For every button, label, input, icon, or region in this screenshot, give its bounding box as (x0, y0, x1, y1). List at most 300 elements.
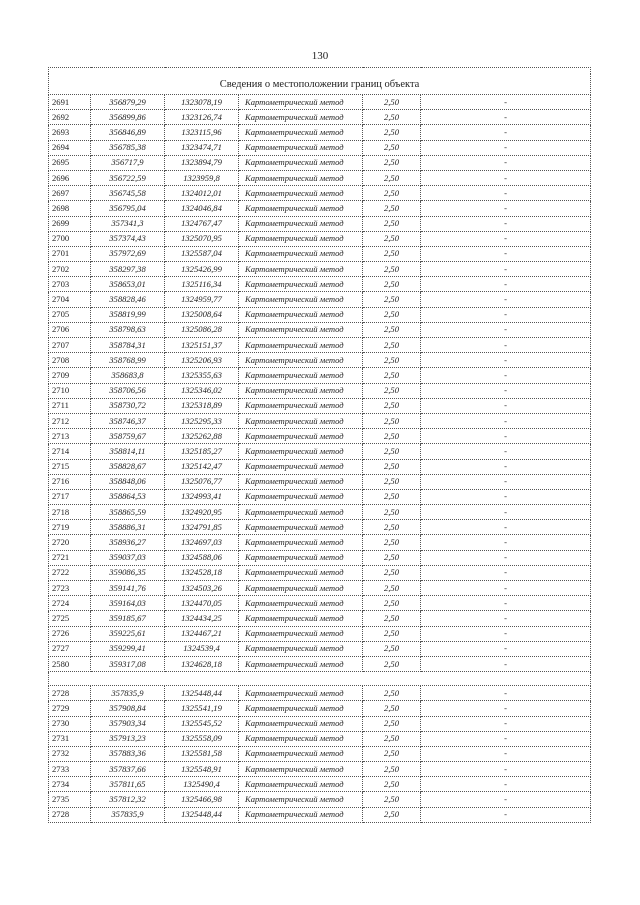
description-cell: - (421, 353, 591, 368)
y-coordinate-cell: 1323078,19 (165, 95, 239, 110)
method-cell: Картометрический метод (239, 170, 363, 185)
accuracy-cell: 2,50 (363, 398, 421, 413)
method-cell: Картометрический метод (239, 489, 363, 504)
table-title: Сведения о местоположении границ объекта (49, 74, 591, 95)
table-row (49, 611, 591, 626)
description-cell: - (421, 277, 591, 292)
y-coordinate-cell: 1324503,26 (165, 581, 239, 596)
point-number-cell: 2714 (49, 444, 91, 459)
accuracy-cell: 2,50 (363, 353, 421, 368)
description-cell: - (421, 716, 591, 731)
x-coordinate-cell: 356722,59 (91, 170, 165, 185)
y-coordinate-cell: 1325448,44 (165, 686, 239, 701)
table-row (49, 277, 591, 292)
table-row (49, 429, 591, 444)
y-coordinate-cell: 1325116,34 (165, 277, 239, 292)
description-cell: - (421, 110, 591, 125)
accuracy-cell: 2,50 (363, 262, 421, 277)
table-row (49, 686, 591, 701)
point-number-cell: 2728 (49, 686, 91, 701)
boundary-coordinates-table (48, 67, 591, 823)
point-number-cell: 2731 (49, 731, 91, 746)
y-coordinate-cell: 1325466,98 (165, 792, 239, 807)
point-number-cell: 2700 (49, 231, 91, 246)
method-cell: Картометрический метод (239, 383, 363, 398)
x-coordinate-cell: 357913,23 (91, 731, 165, 746)
x-coordinate-cell: 357341,3 (91, 216, 165, 231)
y-coordinate-cell: 1325541,19 (165, 701, 239, 716)
method-cell: Картометрический метод (239, 368, 363, 383)
x-coordinate-cell: 358706,56 (91, 383, 165, 398)
description-cell: - (421, 792, 591, 807)
y-coordinate-cell: 1325295,33 (165, 413, 239, 428)
point-number-cell: 2732 (49, 746, 91, 761)
x-coordinate-cell: 359225,61 (91, 626, 165, 641)
description-cell: - (421, 731, 591, 746)
point-number-cell: 2706 (49, 322, 91, 337)
table-row (49, 95, 591, 110)
y-coordinate-cell: 1324528,18 (165, 565, 239, 580)
accuracy-cell: 2,50 (363, 186, 421, 201)
description-cell: - (421, 429, 591, 444)
x-coordinate-cell: 358730,72 (91, 398, 165, 413)
block-separator-cell (49, 672, 591, 686)
y-coordinate-cell: 1323126,74 (165, 110, 239, 125)
y-coordinate-cell: 1324767,47 (165, 216, 239, 231)
accuracy-cell: 2,50 (363, 641, 421, 656)
point-number-cell: 2692 (49, 110, 91, 125)
method-cell: Картометрический метод (239, 398, 363, 413)
table-row (49, 170, 591, 185)
method-cell: Картометрический метод (239, 444, 363, 459)
x-coordinate-cell: 356785,38 (91, 140, 165, 155)
y-coordinate-cell: 1324920,95 (165, 505, 239, 520)
x-coordinate-cell: 357883,36 (91, 746, 165, 761)
y-coordinate-cell: 1325355,63 (165, 368, 239, 383)
description-cell: - (421, 262, 591, 277)
description-cell: - (421, 641, 591, 656)
description-cell: - (421, 140, 591, 155)
table-row (49, 596, 591, 611)
method-cell: Картометрический метод (239, 550, 363, 565)
y-coordinate-cell: 1325318,89 (165, 398, 239, 413)
x-coordinate-cell: 359141,76 (91, 581, 165, 596)
point-number-cell: 2708 (49, 353, 91, 368)
x-coordinate-cell: 357837,66 (91, 762, 165, 777)
description-cell: - (421, 550, 591, 565)
x-coordinate-cell: 358768,99 (91, 353, 165, 368)
method-cell: Картометрический метод (239, 746, 363, 761)
y-coordinate-cell: 1325545,52 (165, 716, 239, 731)
point-number-cell: 2735 (49, 792, 91, 807)
table-row (49, 413, 591, 428)
method-cell: Картометрический метод (239, 186, 363, 201)
table-row (49, 701, 591, 716)
method-cell: Картометрический метод (239, 307, 363, 322)
method-cell: Картометрический метод (239, 762, 363, 777)
accuracy-cell: 2,50 (363, 520, 421, 535)
table-row (49, 201, 591, 216)
y-coordinate-cell: 1325548,91 (165, 762, 239, 777)
x-coordinate-cell: 359086,35 (91, 565, 165, 580)
point-number-cell: 2717 (49, 489, 91, 504)
accuracy-cell: 2,50 (363, 307, 421, 322)
method-cell: Картометрический метод (239, 353, 363, 368)
x-coordinate-cell: 359299,41 (91, 641, 165, 656)
description-cell: - (421, 231, 591, 246)
header-row (49, 74, 591, 95)
y-coordinate-cell: 1323115,96 (165, 125, 239, 140)
accuracy-cell: 2,50 (363, 95, 421, 110)
table-row (49, 292, 591, 307)
accuracy-cell: 2,50 (363, 170, 421, 185)
accuracy-cell: 2,50 (363, 762, 421, 777)
y-coordinate-cell: 1324959,77 (165, 292, 239, 307)
description-cell: - (421, 368, 591, 383)
method-cell: Картометрический метод (239, 641, 363, 656)
accuracy-cell: 2,50 (363, 535, 421, 550)
accuracy-cell: 2,50 (363, 656, 421, 671)
method-cell: Картометрический метод (239, 581, 363, 596)
table-row (49, 338, 591, 353)
accuracy-cell: 2,50 (363, 746, 421, 761)
accuracy-cell: 2,50 (363, 716, 421, 731)
point-number-cell: 2704 (49, 292, 91, 307)
description-cell: - (421, 777, 591, 792)
x-coordinate-cell: 356795,04 (91, 201, 165, 216)
method-cell: Картометрический метод (239, 216, 363, 231)
method-cell: Картометрический метод (239, 429, 363, 444)
table-row (49, 505, 591, 520)
description-cell: - (421, 596, 591, 611)
table-row (49, 535, 591, 550)
x-coordinate-cell: 356879,29 (91, 95, 165, 110)
method-cell: Картометрический метод (239, 125, 363, 140)
accuracy-cell: 2,50 (363, 777, 421, 792)
table-row (49, 581, 591, 596)
y-coordinate-cell: 1325262,88 (165, 429, 239, 444)
y-coordinate-cell: 1324467,21 (165, 626, 239, 641)
accuracy-cell: 2,50 (363, 201, 421, 216)
y-coordinate-cell: 1323894,79 (165, 155, 239, 170)
point-number-cell: 2720 (49, 535, 91, 550)
method-cell: Картометрический метод (239, 611, 363, 626)
point-number-cell: 2729 (49, 701, 91, 716)
table-row (49, 626, 591, 641)
accuracy-cell: 2,50 (363, 550, 421, 565)
description-cell: - (421, 565, 591, 580)
y-coordinate-cell: 1325151,37 (165, 338, 239, 353)
x-coordinate-cell: 357835,9 (91, 807, 165, 822)
y-coordinate-cell: 1325581,58 (165, 746, 239, 761)
x-coordinate-cell: 356717,9 (91, 155, 165, 170)
method-cell: Картометрический метод (239, 338, 363, 353)
y-coordinate-cell: 1325070,95 (165, 231, 239, 246)
table-row (49, 140, 591, 155)
description-cell: - (421, 505, 591, 520)
point-number-cell: 2580 (49, 656, 91, 671)
accuracy-cell: 2,50 (363, 383, 421, 398)
table-row (49, 474, 591, 489)
table-row (49, 656, 591, 671)
description-cell: - (421, 686, 591, 701)
point-number-cell: 2698 (49, 201, 91, 216)
point-number-cell: 2725 (49, 611, 91, 626)
y-coordinate-cell: 1325076,77 (165, 474, 239, 489)
point-number-cell: 2694 (49, 140, 91, 155)
description-cell: - (421, 520, 591, 535)
y-coordinate-cell: 1325587,04 (165, 246, 239, 261)
y-coordinate-cell: 1325346,02 (165, 383, 239, 398)
accuracy-cell: 2,50 (363, 110, 421, 125)
accuracy-cell: 2,50 (363, 429, 421, 444)
table-row (49, 746, 591, 761)
table-row (49, 262, 591, 277)
y-coordinate-cell: 1325206,93 (165, 353, 239, 368)
x-coordinate-cell: 358865,59 (91, 505, 165, 520)
point-number-cell: 2721 (49, 550, 91, 565)
point-number-cell: 2727 (49, 641, 91, 656)
description-cell: - (421, 489, 591, 504)
method-cell: Картометрический метод (239, 95, 363, 110)
method-cell: Картометрический метод (239, 277, 363, 292)
point-number-cell: 2699 (49, 216, 91, 231)
description-cell: - (421, 186, 591, 201)
point-number-cell: 2703 (49, 277, 91, 292)
table-row (49, 398, 591, 413)
description-cell: - (421, 535, 591, 550)
method-cell: Картометрический метод (239, 701, 363, 716)
method-cell: Картометрический метод (239, 231, 363, 246)
table-row (49, 731, 591, 746)
table-row (49, 125, 591, 140)
table-row (49, 550, 591, 565)
x-coordinate-cell: 358683,8 (91, 368, 165, 383)
x-coordinate-cell: 357972,69 (91, 246, 165, 261)
page-number: 130 (311, 50, 329, 62)
accuracy-cell: 2,50 (363, 444, 421, 459)
x-coordinate-cell: 357908,84 (91, 701, 165, 716)
x-coordinate-cell: 358828,67 (91, 459, 165, 474)
table-row (49, 110, 591, 125)
table-row (49, 383, 591, 398)
point-number-cell: 2715 (49, 459, 91, 474)
y-coordinate-cell: 1325558,09 (165, 731, 239, 746)
y-coordinate-cell: 1324791,85 (165, 520, 239, 535)
method-cell: Картометрический метод (239, 686, 363, 701)
point-number-cell: 2693 (49, 125, 91, 140)
table-row (49, 716, 591, 731)
point-number-cell: 2716 (49, 474, 91, 489)
x-coordinate-cell: 358864,53 (91, 489, 165, 504)
point-number-cell: 2722 (49, 565, 91, 580)
table-row (49, 368, 591, 383)
x-coordinate-cell: 357812,32 (91, 792, 165, 807)
x-coordinate-cell: 356745,58 (91, 186, 165, 201)
point-number-cell: 2734 (49, 777, 91, 792)
accuracy-cell: 2,50 (363, 611, 421, 626)
table-row (49, 155, 591, 170)
description-cell: - (421, 459, 591, 474)
method-cell: Картометрический метод (239, 292, 363, 307)
method-cell: Картометрический метод (239, 792, 363, 807)
x-coordinate-cell: 357811,65 (91, 777, 165, 792)
method-cell: Картометрический метод (239, 777, 363, 792)
accuracy-cell: 2,50 (363, 459, 421, 474)
description-cell: - (421, 611, 591, 626)
accuracy-cell: 2,50 (363, 701, 421, 716)
description-cell: - (421, 201, 591, 216)
x-coordinate-cell: 357835,9 (91, 686, 165, 701)
y-coordinate-cell: 1324046,84 (165, 201, 239, 216)
x-coordinate-cell: 358819,99 (91, 307, 165, 322)
y-coordinate-cell: 1324588,06 (165, 550, 239, 565)
point-number-cell: 2701 (49, 246, 91, 261)
method-cell: Картометрический метод (239, 505, 363, 520)
x-coordinate-cell: 359164,03 (91, 596, 165, 611)
point-number-cell: 2730 (49, 716, 91, 731)
y-coordinate-cell: 1325426,99 (165, 262, 239, 277)
x-coordinate-cell: 357903,34 (91, 716, 165, 731)
description-cell: - (421, 307, 591, 322)
description-cell: - (421, 581, 591, 596)
x-coordinate-cell: 358653,01 (91, 277, 165, 292)
point-number-cell: 2696 (49, 170, 91, 185)
description-cell: - (421, 322, 591, 337)
x-coordinate-cell: 358784,31 (91, 338, 165, 353)
method-cell: Картометрический метод (239, 322, 363, 337)
accuracy-cell: 2,50 (363, 731, 421, 746)
point-number-cell: 2702 (49, 262, 91, 277)
table-row (49, 216, 591, 231)
point-number-cell: 2697 (49, 186, 91, 201)
accuracy-cell: 2,50 (363, 807, 421, 822)
description-cell: - (421, 701, 591, 716)
accuracy-cell: 2,50 (363, 277, 421, 292)
description-cell: - (421, 246, 591, 261)
x-coordinate-cell: 356899,86 (91, 110, 165, 125)
method-cell: Картометрический метод (239, 413, 363, 428)
method-cell: Картометрический метод (239, 596, 363, 611)
y-coordinate-cell: 1324470,05 (165, 596, 239, 611)
point-number-cell: 2709 (49, 368, 91, 383)
method-cell: Картометрический метод (239, 565, 363, 580)
accuracy-cell: 2,50 (363, 155, 421, 170)
point-number-cell: 2726 (49, 626, 91, 641)
accuracy-cell: 2,50 (363, 125, 421, 140)
x-coordinate-cell: 358746,37 (91, 413, 165, 428)
accuracy-cell: 2,50 (363, 216, 421, 231)
y-coordinate-cell: 1324697,03 (165, 535, 239, 550)
y-coordinate-cell: 1324993,41 (165, 489, 239, 504)
y-coordinate-cell: 1324434,25 (165, 611, 239, 626)
x-coordinate-cell: 358886,31 (91, 520, 165, 535)
x-coordinate-cell: 357374,43 (91, 231, 165, 246)
point-number-cell: 2728 (49, 807, 91, 822)
point-number-cell: 2710 (49, 383, 91, 398)
accuracy-cell: 2,50 (363, 489, 421, 504)
method-cell: Картометрический метод (239, 140, 363, 155)
method-cell: Картометрический метод (239, 474, 363, 489)
x-coordinate-cell: 358297,38 (91, 262, 165, 277)
table-row (49, 520, 591, 535)
description-cell: - (421, 398, 591, 413)
y-coordinate-cell: 1325142,47 (165, 459, 239, 474)
description-cell: - (421, 807, 591, 822)
method-cell: Картометрический метод (239, 535, 363, 550)
description-cell: - (421, 413, 591, 428)
accuracy-cell: 2,50 (363, 596, 421, 611)
method-cell: Картометрический метод (239, 155, 363, 170)
description-cell: - (421, 626, 591, 641)
x-coordinate-cell: 358798,63 (91, 322, 165, 337)
x-coordinate-cell: 358848,06 (91, 474, 165, 489)
table-row (49, 307, 591, 322)
x-coordinate-cell: 359037,03 (91, 550, 165, 565)
y-coordinate-cell: 1325448,44 (165, 807, 239, 822)
table-row (49, 489, 591, 504)
table-row (49, 807, 591, 822)
description-cell: - (421, 155, 591, 170)
point-number-cell: 2723 (49, 581, 91, 596)
x-coordinate-cell: 358814,11 (91, 444, 165, 459)
table-row (49, 762, 591, 777)
method-cell: Картометрический метод (239, 459, 363, 474)
method-cell: Картометрический метод (239, 520, 363, 535)
accuracy-cell: 2,50 (363, 565, 421, 580)
y-coordinate-cell: 1324539,4 (165, 641, 239, 656)
table-row (49, 459, 591, 474)
point-number-cell: 2711 (49, 398, 91, 413)
y-coordinate-cell: 1323959,8 (165, 170, 239, 185)
description-cell: - (421, 444, 591, 459)
accuracy-cell: 2,50 (363, 338, 421, 353)
x-coordinate-cell: 358936,27 (91, 535, 165, 550)
point-number-cell: 2691 (49, 95, 91, 110)
accuracy-cell: 2,50 (363, 140, 421, 155)
x-coordinate-cell: 358828,46 (91, 292, 165, 307)
description-cell: - (421, 474, 591, 489)
point-number-cell: 2724 (49, 596, 91, 611)
y-coordinate-cell: 1325086,28 (165, 322, 239, 337)
table-row (49, 777, 591, 792)
point-number-cell: 2718 (49, 505, 91, 520)
table-row (49, 792, 591, 807)
description-cell: - (421, 292, 591, 307)
accuracy-cell: 2,50 (363, 792, 421, 807)
accuracy-cell: 2,50 (363, 626, 421, 641)
accuracy-cell: 2,50 (363, 474, 421, 489)
y-coordinate-cell: 1324012,01 (165, 186, 239, 201)
description-cell: - (421, 216, 591, 231)
method-cell: Картометрический метод (239, 656, 363, 671)
method-cell: Картометрический метод (239, 246, 363, 261)
accuracy-cell: 2,50 (363, 246, 421, 261)
point-number-cell: 2712 (49, 413, 91, 428)
y-coordinate-cell: 1323474,71 (165, 140, 239, 155)
x-coordinate-cell: 359317,08 (91, 656, 165, 671)
table-row (49, 246, 591, 261)
accuracy-cell: 2,50 (363, 505, 421, 520)
method-cell: Картометрический метод (239, 716, 363, 731)
method-cell: Картометрический метод (239, 731, 363, 746)
point-number-cell: 2733 (49, 762, 91, 777)
table-row (49, 322, 591, 337)
y-coordinate-cell: 1325185,27 (165, 444, 239, 459)
description-cell: - (421, 762, 591, 777)
description-cell: - (421, 656, 591, 671)
table-row (49, 444, 591, 459)
